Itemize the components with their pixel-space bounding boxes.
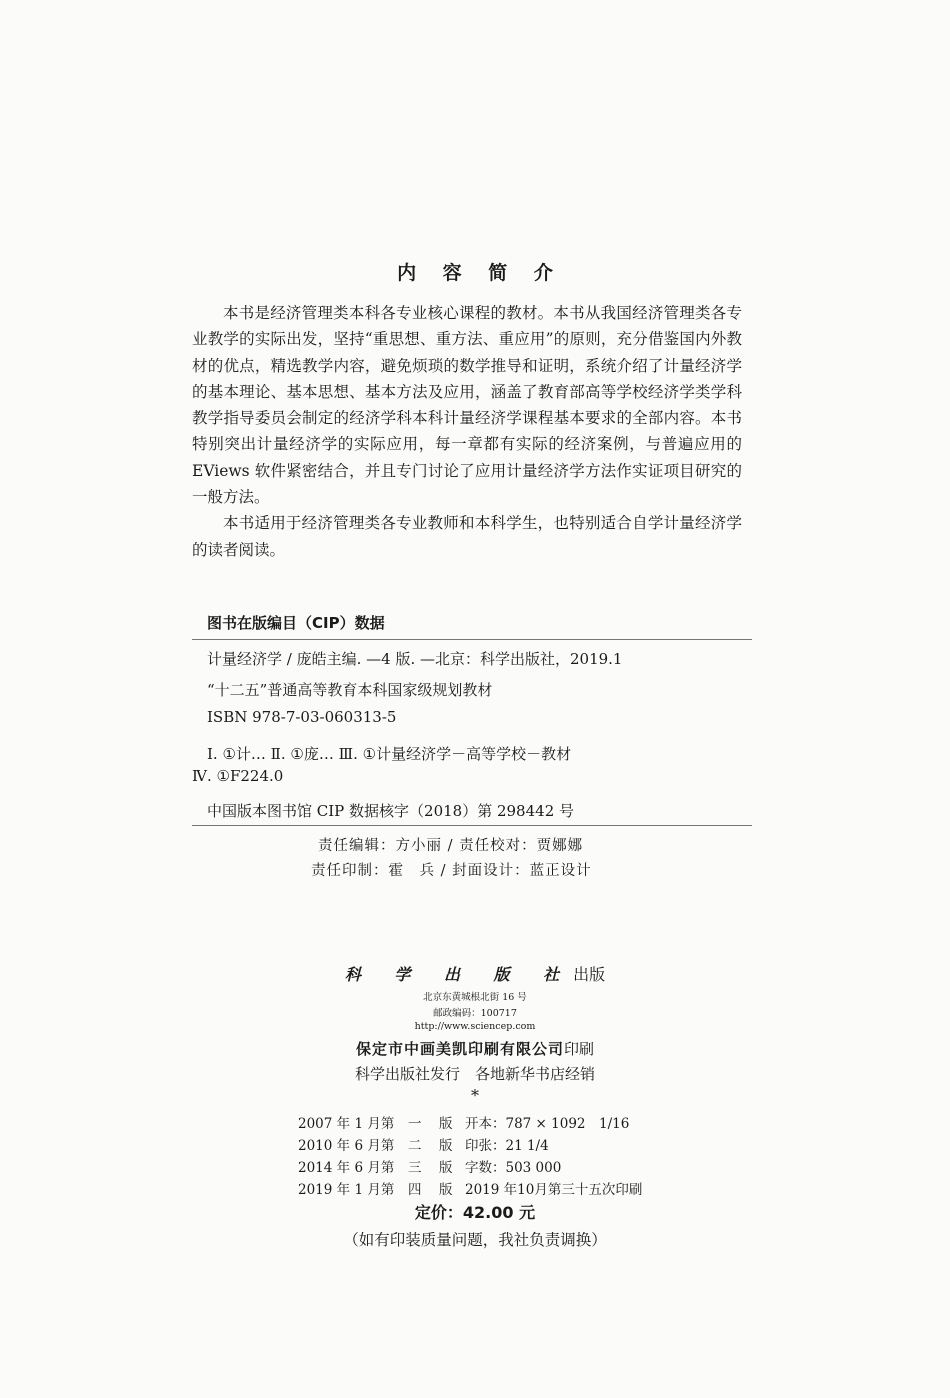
edition-number: 三 版 [408, 1160, 455, 1176]
cip-line-title: 计量经济学 / 庞皓主编. —4 版. —北京：科学出版社，2019.1 [207, 650, 623, 668]
printer-name: 保定市中画美凯印刷有限公司 [355, 1040, 564, 1058]
publisher-website: http://www.sciencep.com [414, 1021, 536, 1032]
edition-info: 印张：21 1/4 [465, 1138, 549, 1154]
publisher-name: 科 学 出 版 社 [344, 965, 574, 984]
printer-suffix: 印刷 [564, 1040, 595, 1058]
edition-date: 2007 年 1 月第 [298, 1116, 395, 1132]
summary-paragraph-2: 本书适用于经济管理类各专业教师和本科学生，也特别适合自学计量经济学的读者阅读。 [192, 514, 742, 559]
cip-line-record-number: 中国版本图书馆 CIP 数据核字（2018）第 298442 号 [207, 802, 575, 820]
distribution-line: 科学出版社发行 各地新华书店经销 [354, 1065, 595, 1083]
cip-line-isbn: ISBN 978-7-03-060313-5 [207, 708, 397, 726]
edition-number: 一 版 [408, 1116, 455, 1132]
content-summary [192, 300, 742, 563]
cip-heading: 图书在版编目（CIP）数据 [207, 614, 385, 632]
cip-bottom-rule [192, 825, 752, 826]
edition-date: 2010 年 6 月第 [298, 1138, 395, 1154]
edition-number: 四 版 [408, 1182, 455, 1198]
edition-date: 2014 年 6 月第 [298, 1160, 395, 1176]
page-title: 内 容 简 介 [397, 262, 563, 284]
separator-asterisk: * [471, 1086, 479, 1105]
edition-number: 二 版 [408, 1138, 455, 1154]
publisher-postcode: 邮政编码：100717 [433, 1008, 517, 1019]
summary-paragraph-1: 本书是经济管理类本科各专业核心课程的教材。本书从我国经济管理类各专业教学的实际出发，坚持“重思想、重方法、重应用”的原则，充分借鉴国内外教材的优点，精选教学内容，避免烦琐的数学推导和证明，系统介绍了计量经济学的基本理论、基本思想、基本方法及应用，涵盖了教育部高等学校经济学类学科教学指导委员会制定的经济学科本科计量经济学课程基本要求的全部内容。本书特别突出计量经济学的实际应用，每一章都有实际的经济案例，与普遍应用的 EViews 软件紧密结合，并且专门讨论了应用计量经济学方法作实证项目研究的一般方法。 [192, 304, 742, 507]
cip-line-classification-2: Ⅳ. ①F224.0 [192, 767, 284, 785]
printer-line [0, 1038, 950, 1059]
edition-info: 开本：787 × 1092 1/16 [465, 1116, 630, 1132]
edition-info: 2019 年10月第三十五次印刷 [465, 1182, 643, 1198]
publisher-suffix: 出版 [573, 965, 606, 984]
edition-info: 字数：503 000 [465, 1160, 562, 1176]
publisher-line [0, 962, 950, 985]
quality-notice: （如有印装质量问题，我社负责调换） [343, 1231, 607, 1249]
publisher-address: 北京东黄城根北街 16 号 [423, 992, 527, 1003]
staff-production: 责任印制：霍 兵 / 封面设计：蓝正设计 [311, 863, 592, 879]
price: 定价：42.00 元 [414, 1203, 536, 1222]
staff-editors: 责任编辑：方小丽 / 责任校对：贾娜娜 [318, 838, 584, 854]
cip-line-series: “十二五”普通高等教育本科国家级规划教材 [207, 681, 493, 699]
cip-line-classification: Ⅰ. ①计… Ⅱ. ①庞… Ⅲ. ①计量经济学－高等学校－教材 [207, 745, 572, 763]
cip-top-rule [192, 639, 752, 640]
edition-date: 2019 年 1 月第 [298, 1182, 395, 1198]
